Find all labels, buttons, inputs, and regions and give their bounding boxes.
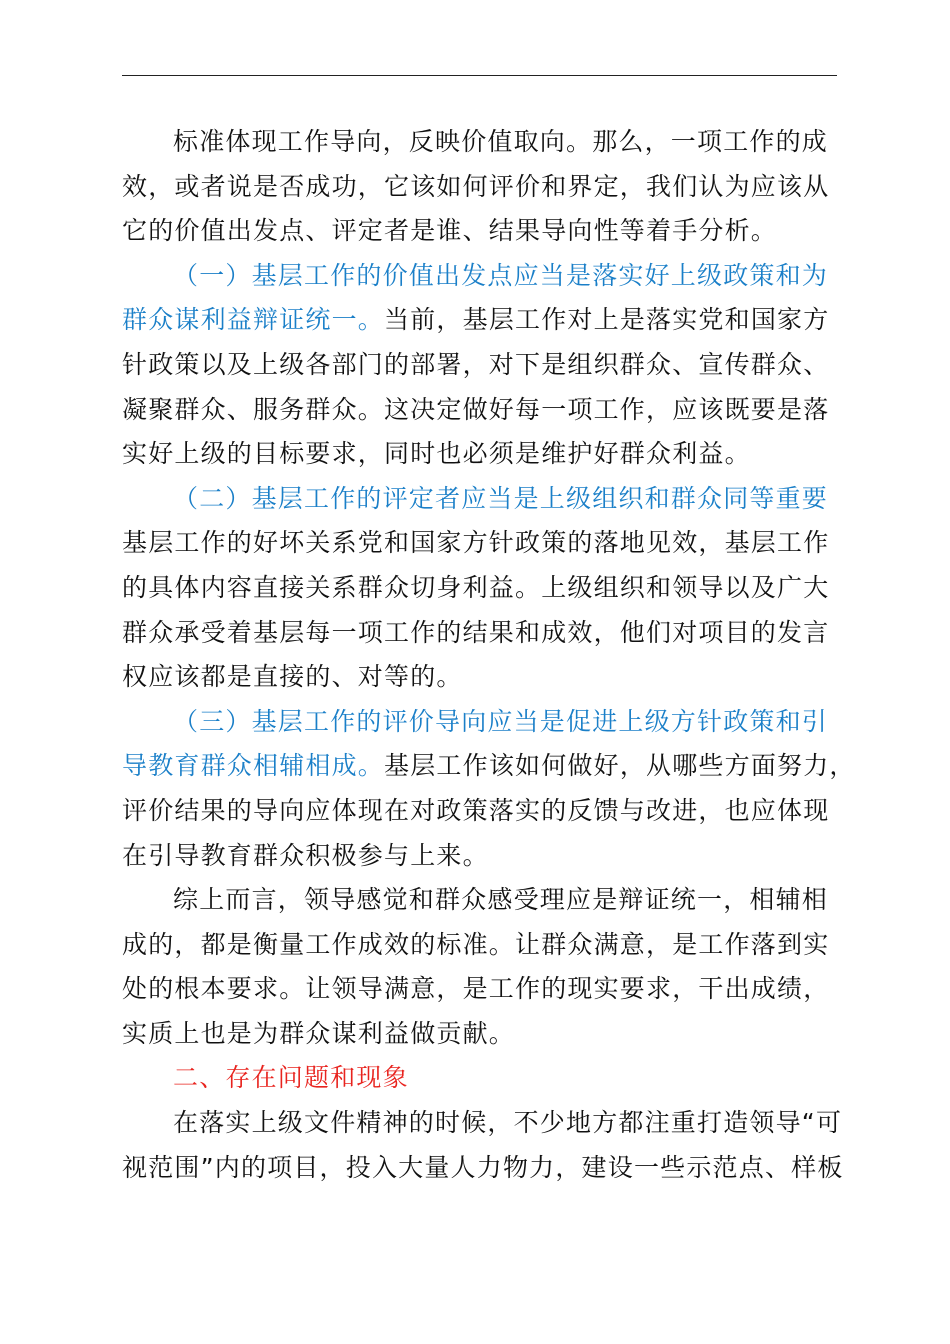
text-line: 处的根本要求。让领导满意，是工作的现实要求，干出成绩， (122, 974, 830, 1004)
text-line: 针政策以及上级各部门的部署，对下是组织群众、宣传群众、 (122, 349, 830, 379)
subheading-1-line: （一）基层工作的价值出发点应当是落实好上级政策和为 (173, 260, 829, 290)
subheading-1-tail: 群众谋利益辩证统一。 (122, 305, 385, 335)
text-line: 实质上也是为群众谋利益做贡献。 (122, 1018, 516, 1048)
text-fragment: 当前，基层工作对上是落实党和国家方 (384, 305, 830, 335)
paragraph-evaluation-orientation (122, 700, 862, 878)
subheading-3-tail: 导教育群众相辅相成。 (122, 751, 385, 781)
text-line: 综上而言，领导感觉和群众感受理应是辩证统一，相辅相 (173, 885, 829, 915)
header-rule (122, 75, 837, 76)
text-line: 标准体现工作导向，反映价值取向。那么，一项工作的成 (173, 127, 829, 156)
text-line: 凝聚群众、服务群众。这决定做好每一项工作，应该既要是落 (122, 394, 830, 424)
text-line: 评价结果的导向应体现在对政策落实的反馈与改进，也应体现 (122, 795, 830, 825)
section-heading-text: 二、存在问题和现象 (173, 1063, 409, 1093)
text-line: 权应该都是直接的、对等的。 (122, 662, 463, 692)
subheading-3-line: （三）基层工作的评价导向应当是促进上级方针政策和引 (173, 706, 829, 736)
paragraph-problems (122, 1101, 862, 1190)
text-line: 基层工作的好坏关系党和国家方针政策的落地见效，基层工作 (122, 528, 830, 558)
paragraph-evaluators (122, 477, 862, 700)
text-line: 在引导教育群众积极参与上来。 (122, 840, 489, 870)
text-line: 它的价值出发点、评定者是谁、结果导向性等着手分析。 (122, 216, 778, 246)
paragraph-summary (122, 878, 862, 1056)
text-fragment: 基层工作该如何做好，从哪些方面努力， (384, 751, 856, 781)
text-line: 在落实上级文件精神的时候，不少地方都注重打造领导“可 (173, 1108, 843, 1138)
text-line: 实好上级的目标要求，同时也必须是维护好群众利益。 (122, 439, 751, 469)
text-line: 的具体内容直接关系群众切身利益。上级组织和领导以及广大 (122, 572, 830, 602)
paragraph-intro (122, 120, 862, 254)
document-body (122, 120, 862, 1190)
paragraph-value-starting-point (122, 254, 862, 477)
text-line: 成的，都是衡量工作成效的标准。让群众满意，是工作落到实 (122, 929, 830, 959)
section-heading-problems (122, 1056, 862, 1101)
text-line: 视范围”内的项目，投入大量人力物力，建设一些示范点、样板 (122, 1152, 844, 1182)
text-line: 群众承受着基层每一项工作的结果和成效，他们对项目的发言 (122, 617, 830, 647)
text-line: 效，或者说是否成功，它该如何评价和界定，我们认为应该从 (122, 171, 830, 201)
subheading-2-line: （二）基层工作的评定者应当是上级组织和群众同等重要 (173, 483, 829, 513)
